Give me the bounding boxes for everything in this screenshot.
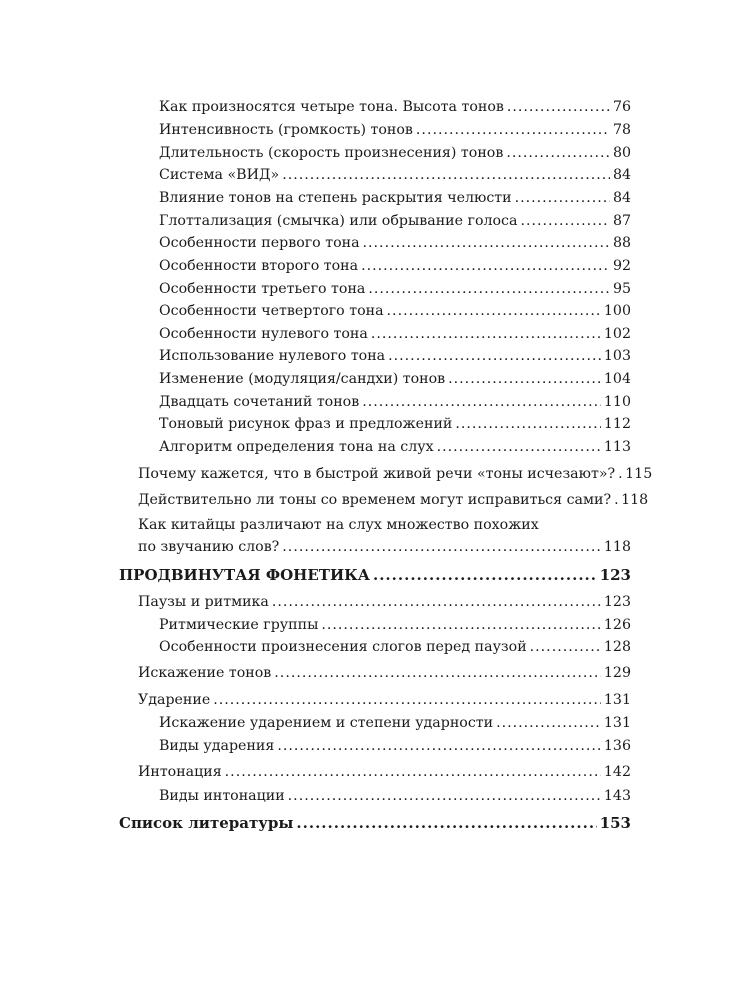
toc-entry-title: Особенности второго тона [159, 258, 359, 274]
toc-entry-title: Особенности третьего тона [159, 281, 366, 297]
dot-leader [506, 144, 610, 162]
dot-leader [388, 347, 601, 365]
dot-leader [448, 370, 601, 388]
toc-entry[interactable] [159, 415, 631, 433]
toc-entry[interactable] [159, 370, 631, 388]
toc-entry-page: 115 [625, 466, 653, 482]
toc-entry-title: Длительность (скорость произнесения) тонов [159, 145, 504, 161]
toc-entry-title: Система «ВИД» [159, 167, 280, 183]
toc-entry-title: Виды интонации [159, 788, 285, 804]
toc-entry-page: 126 [603, 617, 631, 633]
dot-leader [363, 234, 610, 252]
toc-entry-title: Двадцать сочетаний тонов [159, 394, 360, 410]
toc-section-title: ПРОДВИНУТАЯ ФОНЕТИКА [119, 566, 370, 584]
toc-entry-page: 118 [621, 492, 649, 508]
toc-entry-page: 87 [612, 213, 631, 229]
toc-section-title: Список литературы [119, 814, 294, 832]
toc-entry-title: Искажение ударением и степени ударности [159, 715, 494, 731]
toc-entry[interactable] [159, 257, 631, 275]
toc-entry-page: 123 [603, 594, 631, 610]
toc-section[interactable] [119, 566, 631, 584]
toc-entry[interactable] [138, 664, 631, 682]
toc-entry[interactable] [138, 691, 631, 709]
dot-leader [614, 491, 618, 509]
toc-entry-page: 95 [612, 281, 631, 297]
dot-leader [321, 616, 601, 634]
dot-leader [282, 166, 610, 184]
toc-entry[interactable] [159, 121, 631, 139]
toc-entry[interactable] [159, 616, 631, 634]
toc-entry-title: Интонация [138, 764, 222, 780]
toc-entry-page: 129 [603, 665, 631, 681]
dot-leader [507, 98, 610, 116]
toc-entry-page: 131 [603, 692, 631, 708]
toc-entry-title: Особенности четвертого тона [159, 303, 384, 319]
toc-entry[interactable] [159, 438, 631, 456]
toc-entry[interactable] [159, 144, 631, 162]
dot-leader [282, 538, 601, 556]
toc-entry-title: Особенности произнесения слогов перед паузой [159, 639, 527, 655]
toc-entry-page: 84 [612, 190, 631, 206]
toc-entry-page: 128 [603, 639, 631, 655]
toc-entry[interactable] [159, 787, 631, 805]
toc-entry-page: 142 [603, 764, 631, 780]
toc-entry[interactable] [138, 763, 631, 781]
toc-entry-title: Алгоритм определения тона на слух [159, 439, 434, 455]
toc-entry[interactable] [159, 347, 631, 365]
toc-entry-title-line1: Как китайцы различают на слух множество похожих [138, 517, 539, 533]
toc-entry-page: 76 [612, 99, 631, 115]
toc-entry[interactable] [159, 166, 631, 184]
toc-entry-title: Ритмические группы [159, 617, 319, 633]
dot-leader [225, 763, 601, 781]
toc-entry-page: 102 [603, 326, 631, 342]
toc-entry-title: Паузы и ритмика [138, 594, 269, 610]
toc-entry[interactable] [138, 491, 649, 509]
toc-entry-title: Действительно ли тоны со временем могут исправиться сами? [138, 492, 612, 508]
toc-entry[interactable] [159, 98, 631, 116]
toc-section[interactable] [119, 814, 631, 832]
toc-entry-page: 78 [612, 122, 631, 138]
toc-entry-page: 103 [603, 348, 631, 364]
toc-entry-title: Почему кажется, что в быстрой живой речи «тоны исчезают»? [138, 466, 616, 482]
dot-leader [373, 566, 597, 584]
dot-leader [368, 280, 610, 298]
dot-leader [362, 393, 601, 411]
dot-leader [296, 814, 596, 832]
toc-entry-title: Особенности нулевого тона [159, 326, 368, 342]
toc-entry[interactable] [159, 212, 631, 230]
toc-entry[interactable] [138, 593, 631, 611]
toc-entry-title: Тоновый рисунок фраз и предложений [159, 416, 453, 432]
toc-entry[interactable] [159, 325, 631, 343]
dot-leader [288, 787, 601, 805]
dot-leader [455, 415, 601, 433]
dot-leader [618, 465, 622, 483]
toc-entry-title: по звучанию слов? [138, 539, 280, 555]
toc-entry-page: 143 [603, 788, 631, 804]
toc-entry-title: Как произносятся четыре тона. Высота тонов [159, 99, 504, 115]
dot-leader [361, 257, 610, 275]
toc-entry-page: 88 [612, 235, 631, 251]
toc-entry[interactable] [159, 737, 631, 755]
dot-leader [371, 325, 601, 343]
toc-entry-page: 104 [603, 371, 631, 387]
dot-leader [213, 691, 601, 709]
dot-leader [437, 438, 601, 456]
toc-entry[interactable] [159, 638, 631, 656]
toc-entry-title: Использование нулевого тона [159, 348, 386, 364]
dot-leader [520, 212, 609, 230]
toc-entry[interactable] [159, 714, 631, 732]
toc-entry-title: Виды ударения [159, 738, 275, 754]
dot-leader [274, 664, 601, 682]
toc-entry[interactable] [159, 189, 631, 207]
toc-entry-page: 136 [603, 738, 631, 754]
toc-entry-page: 113 [603, 439, 631, 455]
dot-leader [416, 121, 610, 139]
dot-leader [515, 189, 610, 207]
toc-entry[interactable] [138, 538, 631, 556]
toc-entry[interactable] [159, 302, 631, 320]
toc-entry-title: Ударение [138, 692, 211, 708]
toc-entry-title: Изменение (модуляция/сандхи) тонов [159, 371, 446, 387]
toc-entry-title: Влияние тонов на степень раскрытия челюсти [159, 190, 512, 206]
toc-entry-page: 112 [603, 416, 631, 432]
toc-entry[interactable] [138, 465, 653, 483]
dot-leader [496, 714, 601, 732]
toc-entry-page: 100 [603, 303, 631, 319]
toc-entry-page: 110 [603, 394, 631, 410]
dot-leader [272, 593, 601, 611]
dot-leader [277, 737, 601, 755]
toc-entry-title: Искажение тонов [138, 665, 272, 681]
toc-entry-title: Глоттализация (смычка) или обрывание голоса [159, 213, 518, 229]
toc-entry-page: 84 [612, 167, 631, 183]
toc-section-page: 123 [599, 566, 631, 584]
dot-leader [530, 638, 601, 656]
toc-section-page: 153 [599, 814, 631, 832]
toc-entry-title: Особенности первого тона [159, 235, 360, 251]
toc-entry-page: 92 [612, 258, 631, 274]
dot-leader [387, 302, 601, 320]
toc-entry-page: 131 [603, 715, 631, 731]
toc-entry[interactable] [159, 280, 631, 298]
toc-entry-page: 118 [603, 539, 631, 555]
toc-entry-title: Интенсивность (громкость) тонов [159, 122, 413, 138]
toc-entry[interactable] [159, 393, 631, 411]
toc-entry[interactable] [159, 234, 631, 252]
toc-entry-page: 80 [612, 145, 631, 161]
